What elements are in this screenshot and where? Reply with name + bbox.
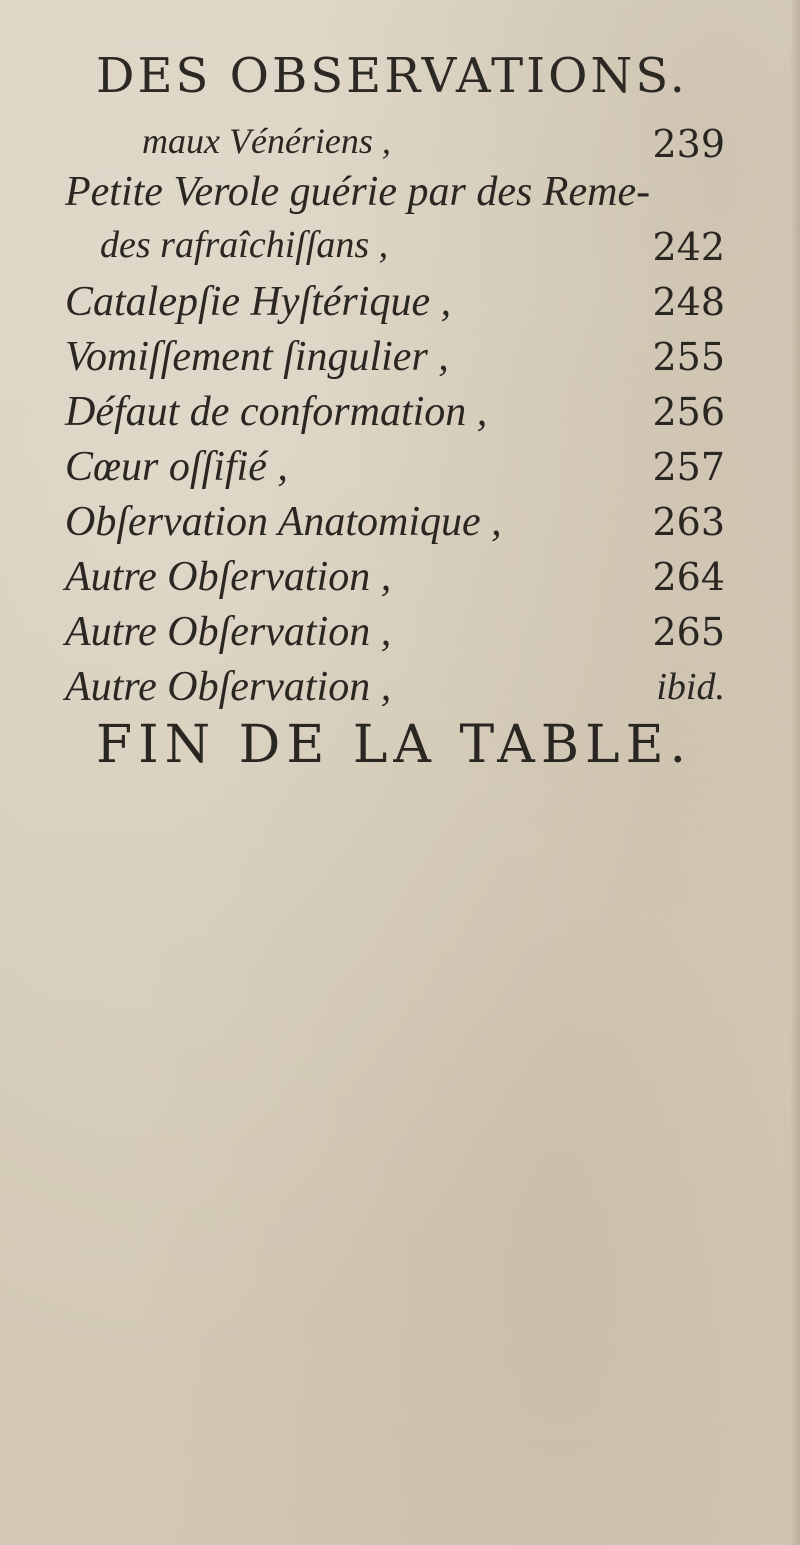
entry-label: Autre Obſervation ,: [65, 554, 392, 600]
entry-page-number: 255: [652, 335, 725, 379]
page-edge-shadow: [790, 0, 800, 1545]
entry-page-number: ibid.: [656, 666, 725, 708]
entry-label: Autre Obſervation ,: [65, 664, 392, 710]
table-entry: [0, 443, 800, 498]
entry-label: Obſervation Anatomique ,: [65, 499, 502, 545]
table-entry: [0, 120, 800, 168]
table-entry: [0, 608, 800, 663]
table-entry: [0, 333, 800, 388]
table-entry: [0, 168, 800, 223]
table-entry: [0, 498, 800, 553]
entry-page-number: 239: [652, 122, 725, 166]
entry-label: Vomiſſement ſingulier ,: [65, 334, 449, 380]
entry-page-number: 263: [652, 500, 725, 544]
entry-label: Autre Obſervation ,: [65, 609, 392, 655]
entry-label: Défaut de conformation ,: [65, 389, 488, 435]
table-entry: [0, 663, 800, 718]
entry-label: maux Vénériens ,: [142, 121, 391, 161]
entry-page-number: 265: [652, 610, 725, 654]
entry-page-number: 248: [652, 280, 725, 324]
table-entry: [0, 223, 800, 278]
running-head: DES OBSERVATIONS.: [96, 48, 688, 104]
table-entry: [0, 553, 800, 608]
entry-label: des rafraîchiſſans ,: [100, 224, 389, 266]
entry-page-number: 264: [652, 555, 725, 599]
end-of-table-mark: FIN DE LA TABLE.: [96, 715, 693, 775]
table-entry: [0, 388, 800, 443]
entry-page-number: 256: [652, 390, 725, 434]
entry-label: Catalepſie Hyſtérique ,: [65, 279, 452, 325]
table-of-observations: [0, 120, 800, 718]
table-entry: [0, 278, 800, 333]
entry-label: Petite Verole guérie par des Reme-: [65, 169, 651, 215]
entry-page-number: 242: [652, 225, 725, 269]
entry-label: Cœur oſſifié ,: [65, 444, 288, 490]
entry-page-number: 257: [652, 445, 725, 489]
